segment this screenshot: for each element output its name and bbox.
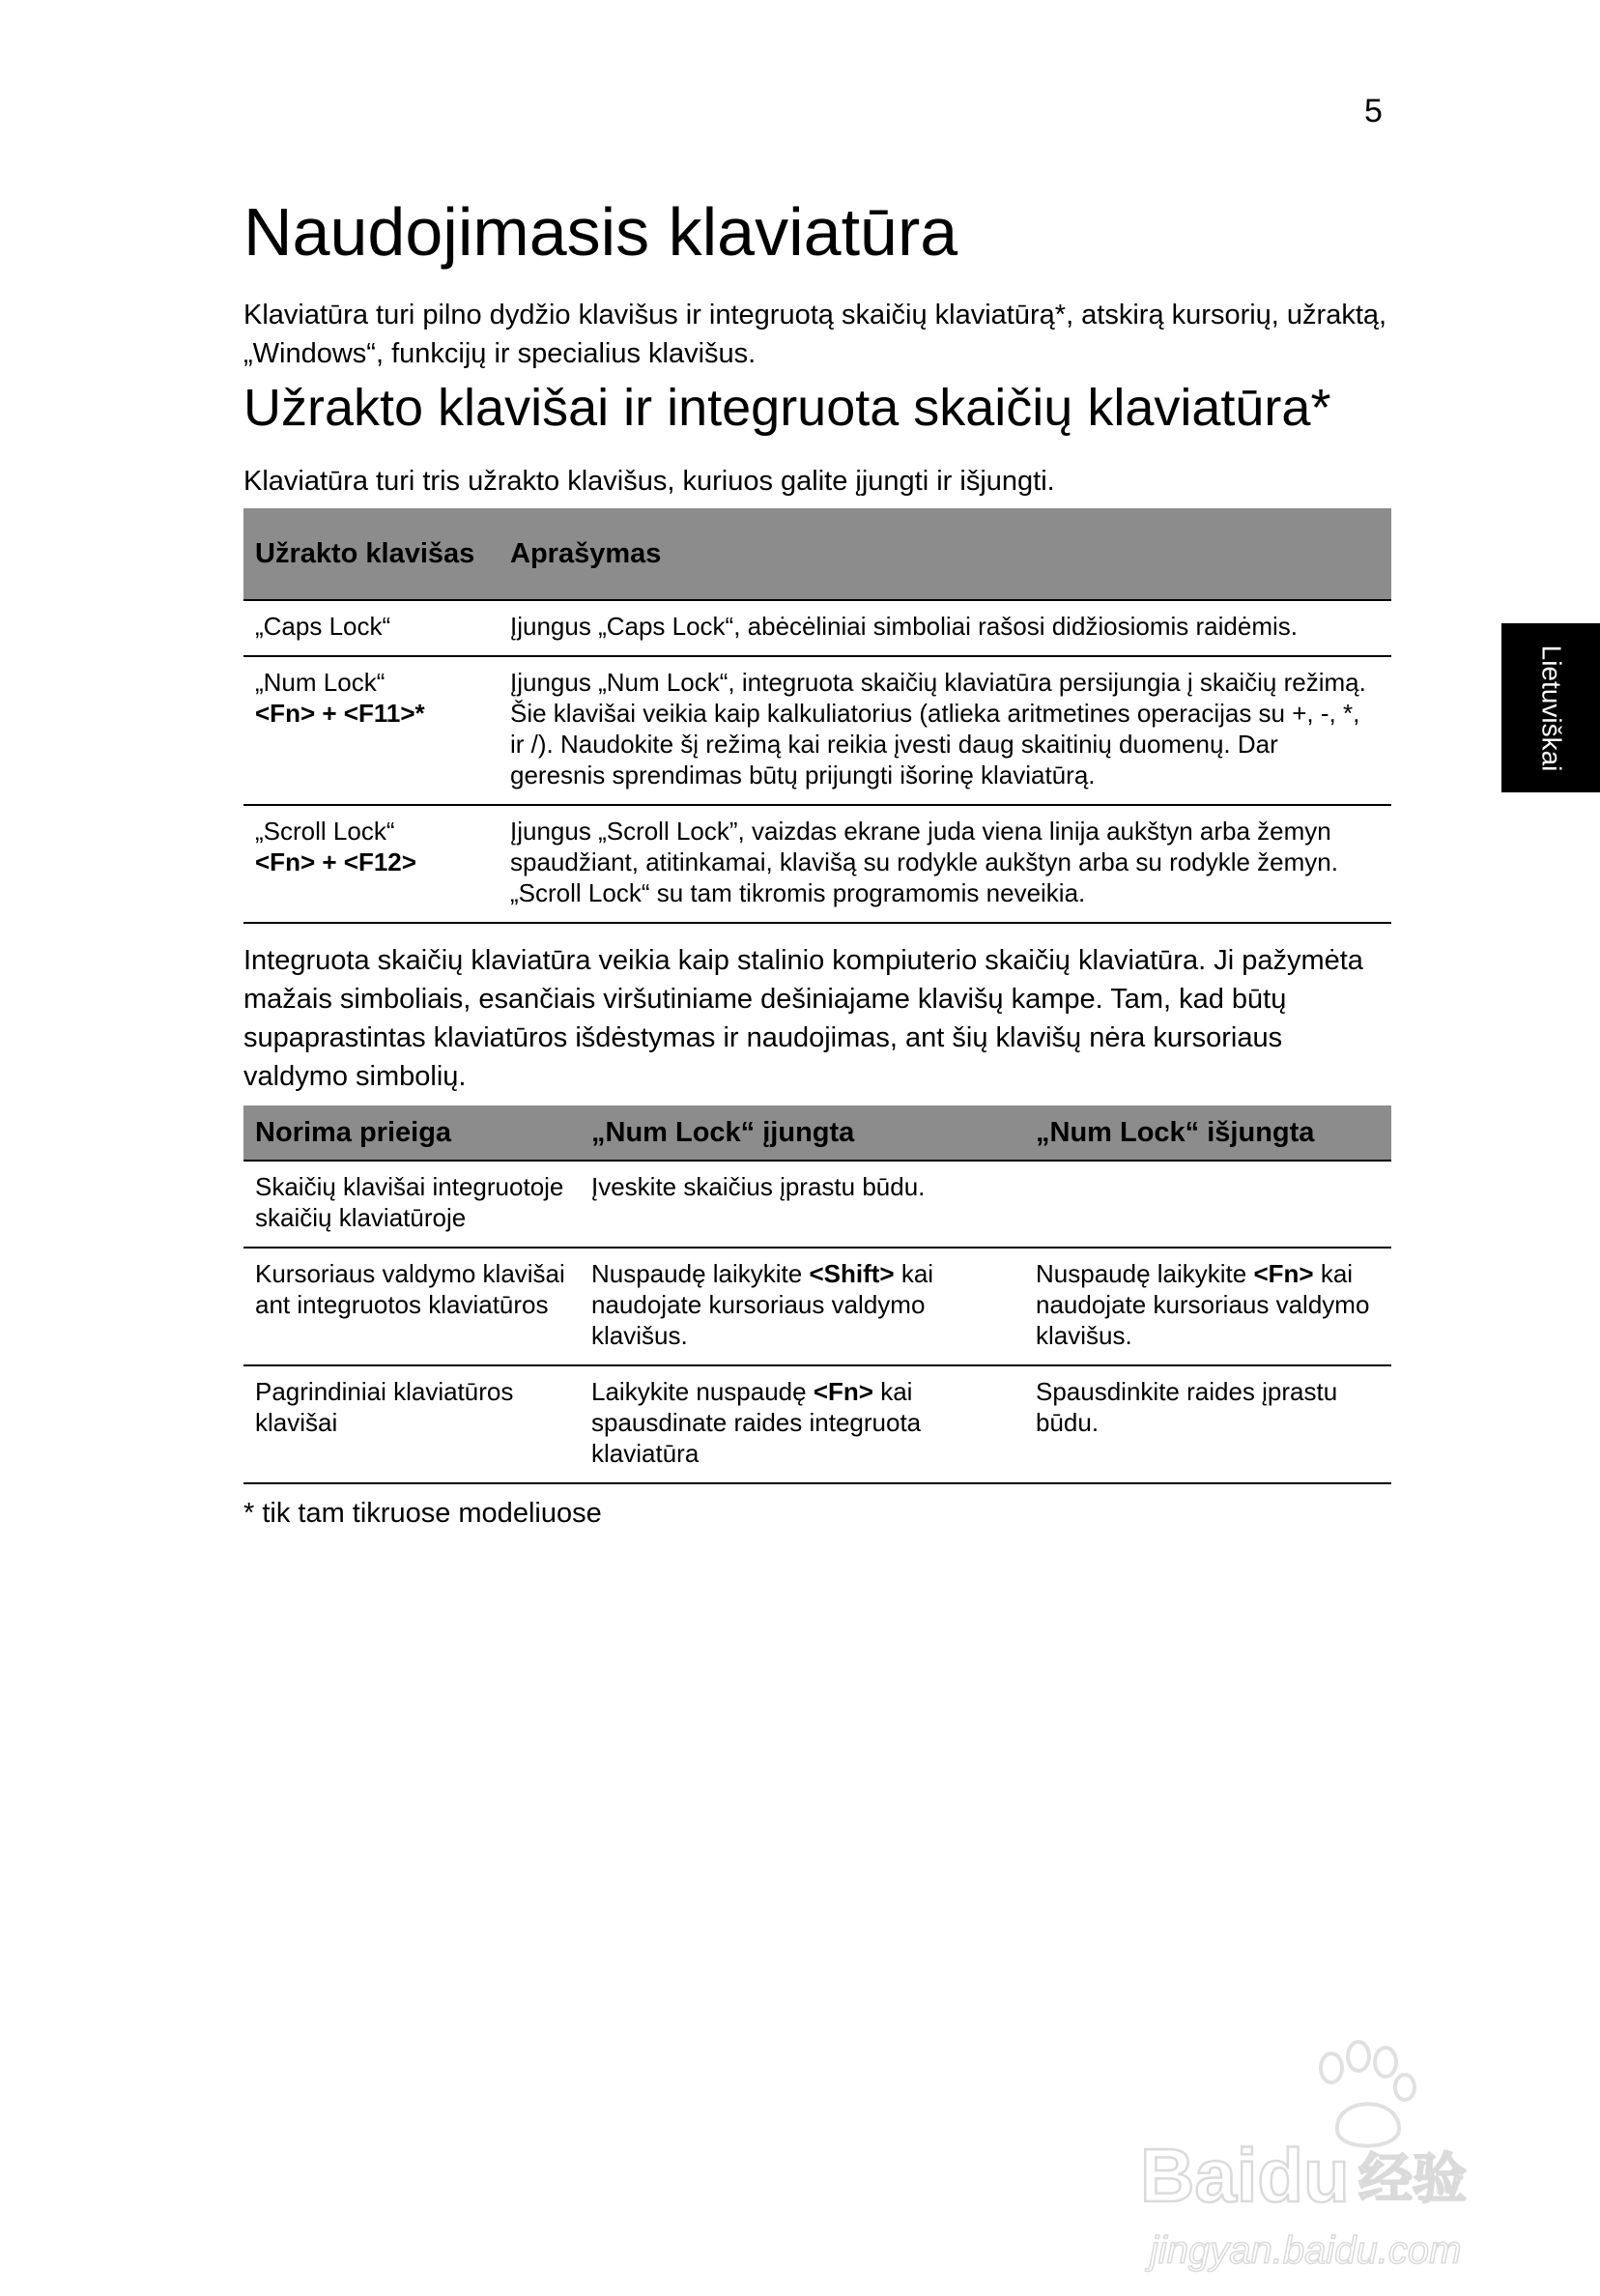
watermark-cn: 经验 bbox=[1358, 2148, 1467, 2211]
page-title: Naudojimasis klaviatūra bbox=[243, 194, 958, 270]
page-content bbox=[243, 184, 1391, 1533]
watermark-url: jingyan.baidu.com bbox=[1150, 2229, 1462, 2272]
num-lock-on-cell bbox=[580, 1161, 1024, 1248]
key-name: <Shift> bbox=[809, 1259, 895, 1288]
column-header: Užrakto klavišas bbox=[243, 508, 499, 600]
cell-text: kai naudojate kursoriaus valdymo klavišus. bbox=[1036, 1259, 1370, 1350]
section-heading: Užrakto klavišai ir integruota skaičių klaviatūra* bbox=[243, 379, 1331, 437]
language-tab-label: Lietuviškai bbox=[1536, 645, 1567, 771]
cell-text: Laikykite nuspaudę bbox=[591, 1377, 814, 1406]
table-row bbox=[243, 1248, 1391, 1365]
lock-key-name: „Scroll Lock“ bbox=[255, 817, 395, 846]
lock-key-cell bbox=[243, 656, 499, 805]
column-header: Norima prieiga bbox=[243, 1105, 580, 1161]
cell-text: Įveskite skaičius įprastu būdu. bbox=[591, 1172, 926, 1201]
num-lock-on-cell bbox=[580, 1365, 1024, 1483]
footnote: * tik tam tikruose modeliuose bbox=[243, 1498, 602, 1529]
access-cell: Kursoriaus valdymo klavišai ant integruotos klaviatūros bbox=[243, 1248, 580, 1365]
lock-key-description: Įjungus „Num Lock“, integruota skaičių klaviatūra persijungia į skaičių režimą. Šie klavišai veikia kaip kalkuliatorius (atlieka aritmetines operacijas su +, -, *, ir /). Naudokite šį režimą kai reikia įvesti daug skaitinių duomenų. Dar geresnis sprendimas būtų prijungti išorinę klaviatūrą. bbox=[499, 656, 1391, 805]
cell-text: Spausdinkite raides įprastu būdu. bbox=[1036, 1377, 1338, 1437]
numpad-access-table bbox=[243, 1105, 1391, 1484]
paw-icon bbox=[1321, 2042, 1414, 2146]
lock-key-description: Įjungus „Scroll Lock”, vaizdas ekrane juda viena linija aukštyn arba žemyn spaudžiant, atitinkamai, klavišą su rodykle aukštyn arba su rodykle žemyn. „Scroll Lock“ su tam tikromis programomis neveikia. bbox=[499, 805, 1391, 923]
num-lock-off-cell bbox=[1024, 1248, 1391, 1365]
numpad-paragraph: Integruota skaičių klaviatūra veikia kaip stalinio kompiuterio skaičių klaviatūra. Ji pažymėta mažais simboliais, esančiais viršutiniame dešiniajame klavišų kampe. Tam, kad būtų supaprastintas klaviatūros išdėstymas ir naudojimas, ant šių klavišų nėra kursoriaus valdymo simbolių. bbox=[243, 945, 1363, 1092]
cell-text: kai spausdinate raides integruota klaviatūra bbox=[591, 1377, 922, 1468]
lock-key-cell bbox=[243, 600, 499, 656]
section-lead-paragraph: Klaviatūra turi tris užrakto klavišus, kuriuos galite įjungti ir išjungti. bbox=[243, 466, 1055, 497]
cell-text: Nuspaudę laikykite bbox=[591, 1259, 810, 1288]
column-header: „Num Lock“ įjungta bbox=[580, 1105, 1024, 1161]
num-lock-off-cell bbox=[1024, 1365, 1391, 1483]
lock-key-combo: <Fn> + <F11>* bbox=[255, 699, 425, 728]
access-cell: Pagrindiniai klaviatūros klavišai bbox=[243, 1365, 580, 1483]
lock-keys-table bbox=[243, 508, 1391, 924]
lock-key-description: Įjungus „Caps Lock“, abėcėliniai simboliai rašosi didžiosiomis raidėmis. bbox=[499, 600, 1391, 656]
lock-key-name: „Caps Lock“ bbox=[255, 612, 391, 641]
table-row bbox=[243, 805, 1391, 923]
access-cell: Skaičių klavišai integruotoje skaičių klaviatūroje bbox=[243, 1161, 580, 1248]
page-number: 5 bbox=[1364, 93, 1383, 129]
table-row bbox=[243, 600, 1391, 656]
table-header-row bbox=[243, 1105, 1391, 1161]
language-side-tab bbox=[1501, 623, 1600, 792]
table-row bbox=[243, 1161, 1391, 1248]
cell-text: kai naudojate kursoriaus valdymo klavišus. bbox=[591, 1259, 934, 1350]
num-lock-off-cell bbox=[1024, 1161, 1391, 1248]
lock-key-name: „Num Lock“ bbox=[255, 668, 386, 697]
intro-paragraph: Klaviatūra turi pilno dydžio klavišus ir integruotą skaičių klaviatūrą*, atskirą kursorių, užraktą, „Windows“, funkcijų ir specialius klavišus. bbox=[243, 300, 1387, 369]
lock-key-cell bbox=[243, 805, 499, 923]
watermark-brand: Baidu bbox=[1140, 2133, 1350, 2218]
column-header: Aprašymas bbox=[499, 508, 1391, 600]
table-row bbox=[243, 656, 1391, 805]
key-name: <Fn> bbox=[813, 1377, 873, 1406]
table-row bbox=[243, 1365, 1391, 1483]
cell-text: Nuspaudę laikykite bbox=[1036, 1259, 1254, 1288]
baidu-watermark bbox=[1130, 2039, 1498, 2281]
table-header-row bbox=[243, 508, 1391, 600]
key-name: <Fn> bbox=[1253, 1259, 1314, 1288]
lock-key-combo: <Fn> + <F12> bbox=[255, 847, 416, 876]
column-header: „Num Lock“ išjungta bbox=[1024, 1105, 1391, 1161]
num-lock-on-cell bbox=[580, 1248, 1024, 1365]
